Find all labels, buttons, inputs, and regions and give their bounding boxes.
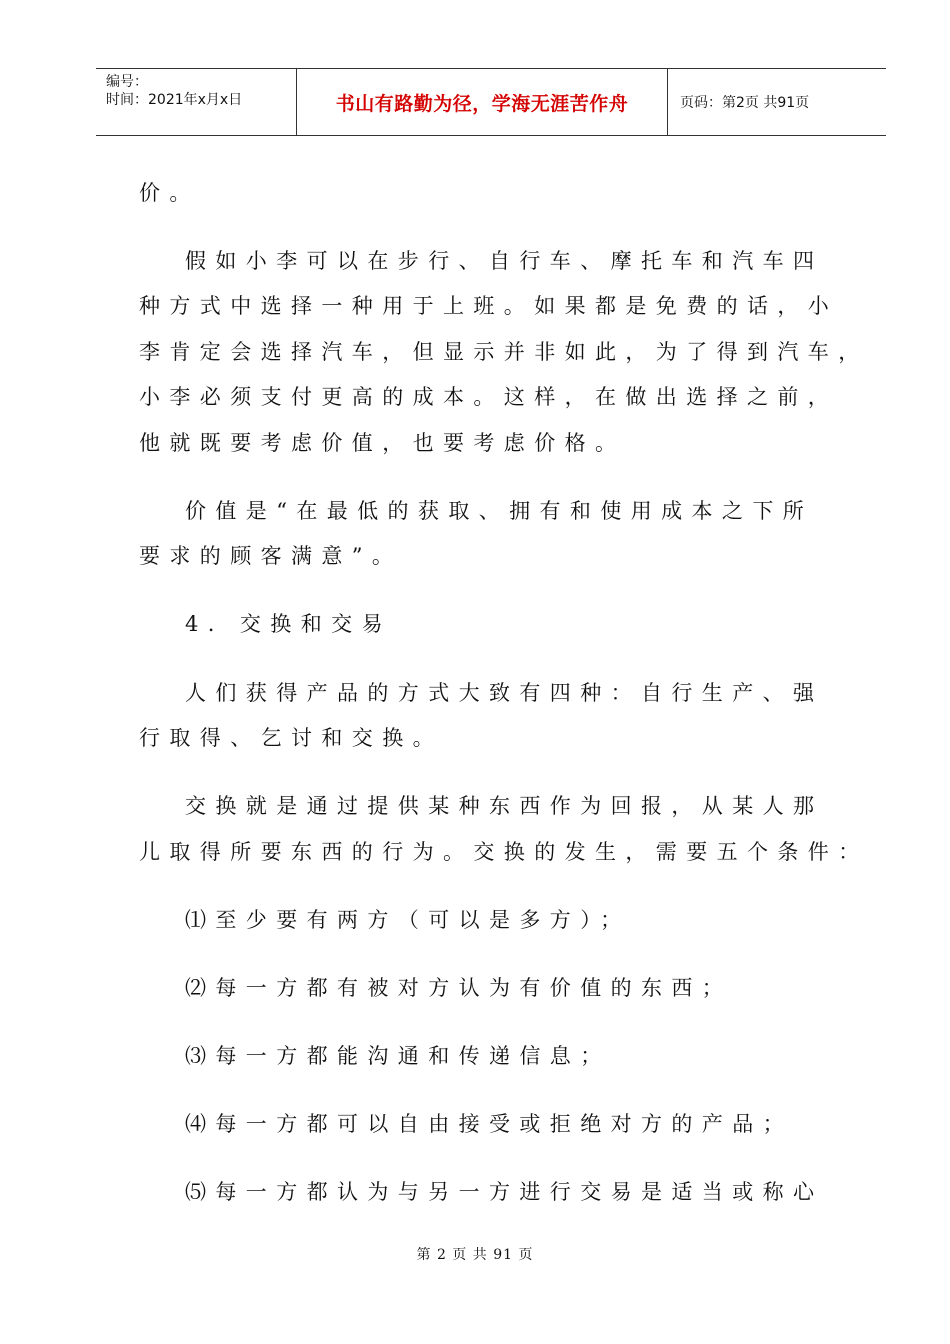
body-line-13: 儿取得所要东西的行为。交换的发生，需要五个条件： (139, 840, 869, 864)
body-line-8: 要求的顾客满意”。 (139, 544, 403, 568)
body-line-10: 人们获得产品的方式大致有四种：自行生产、强 (185, 681, 824, 705)
condition-item-2: ⑵每一方都有被对方认为有价值的东西； (185, 976, 733, 1000)
body-line-4: 李肯定会选择汽车，但显示并非如此，为了得到汽车， (139, 340, 869, 364)
body-line-2: 假如小李可以在步行、自行车、摩托车和汽车四 (185, 249, 824, 273)
body-line-3: 种方式中选择一种用于上班。如果都是免费的话，小 (139, 294, 839, 318)
body-line-5: 小李必须支付更高的成本。这样，在做出选择之前， (139, 385, 839, 409)
body-line-1: 价。 (139, 181, 200, 205)
document-code-label: 编号： (106, 74, 148, 90)
condition-item-4: ⑷每一方都可以自由接受或拒绝对方的产品； (185, 1112, 793, 1136)
body-line-12: 交换就是通过提供某种东西作为回报，从某人那 (185, 794, 824, 818)
header-page-info: 页码：第2页 共91页 (680, 95, 810, 111)
body-line-11: 行取得、乞讨和交换。 (139, 726, 443, 750)
page-footer: 第 2 页 共 91 页 (416, 1247, 534, 1263)
section-heading: 4. 交换和交易 (185, 612, 392, 636)
document-time-label: 时间：2021年x月x日 (106, 92, 243, 108)
header-meta (96, 69, 297, 135)
page-header (96, 68, 886, 136)
body-line-6: 他就既要考虑价值，也要考虑价格。 (139, 431, 626, 455)
condition-item-1: ⑴至少要有两方（可以是多方）； (185, 908, 631, 932)
condition-item-5: ⑸每一方都认为与另一方进行交易是适当或称心 (185, 1180, 824, 1204)
condition-item-3: ⑶每一方都能沟通和传递信息； (185, 1044, 611, 1068)
header-motto: 书山有路勤为径，学海无涯苦作舟 (297, 69, 668, 135)
body-line-7: 价值是“在最低的获取、拥有和使用成本之下所 (185, 499, 814, 523)
